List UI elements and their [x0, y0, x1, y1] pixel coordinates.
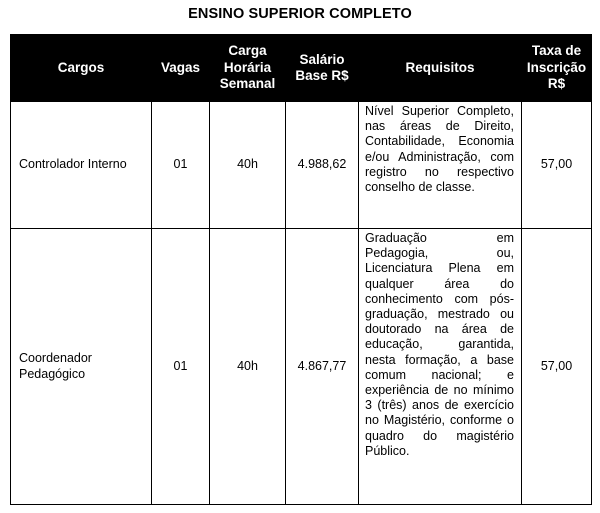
table-row: [11, 229, 592, 505]
requisitos-text: Nível Superior Completo, nas áreas de Direito, Contabilidade, Economia e/ou Administração, com registro no respectivo conselho de classe.: [365, 104, 514, 195]
cell-carga: 40h: [210, 229, 286, 505]
cell-vagas: 01: [152, 102, 210, 229]
header-taxa-line: Taxa de: [531, 43, 582, 59]
cargo-line: Pedagógico: [19, 366, 86, 381]
document-title: ENSINO SUPERIOR COMPLETO: [188, 6, 412, 22]
cell-salario: 4.867,77: [286, 229, 359, 505]
header-taxa-line: R$: [547, 76, 566, 92]
header-carga-line: Semanal: [219, 76, 276, 92]
header-salario: [286, 35, 359, 102]
header-salario-line: Salário: [299, 51, 345, 67]
header-requisitos: Requisitos: [359, 35, 522, 102]
header-carga-line: Carga: [228, 43, 267, 59]
header-carga-line: Horária: [223, 59, 272, 75]
header-salario-line: Base R$: [295, 68, 349, 83]
positions-table: [10, 34, 592, 505]
cell-taxa: 57,00: [522, 229, 592, 505]
cell-requisitos: [359, 229, 522, 505]
cell-carga: 40h: [210, 102, 286, 229]
cell-vagas: 01: [152, 229, 210, 505]
cell-requisitos: [359, 102, 522, 229]
cell-cargo: [11, 102, 152, 229]
cell-cargo: [11, 229, 152, 505]
cell-salario: 4.988,62: [286, 102, 359, 229]
header-row: [11, 35, 592, 102]
header-taxa: [522, 35, 592, 102]
header-taxa-line: Inscrição: [526, 59, 587, 75]
header-vagas: Vagas: [152, 35, 210, 102]
cargo-line: Coordenador: [19, 351, 92, 366]
header-cargos: Cargos: [11, 35, 152, 102]
requisitos-text: Graduação em Pedagogia, ou, Licenciatura Plena em qualquer área do conhecimento com pós-graduação, mestrado ou doutorado na área de educação, garantida, nesta formação, a base comum nacional; e experiência de no mínimo 3 (três) anos de exercício no Magistério, conforme o quadro do magistério Público.: [365, 231, 514, 458]
cargo-line: Controlador Interno: [19, 157, 127, 172]
cell-taxa: 57,00: [522, 102, 592, 229]
table-row: [11, 102, 592, 229]
header-carga-horaria: [210, 35, 286, 102]
